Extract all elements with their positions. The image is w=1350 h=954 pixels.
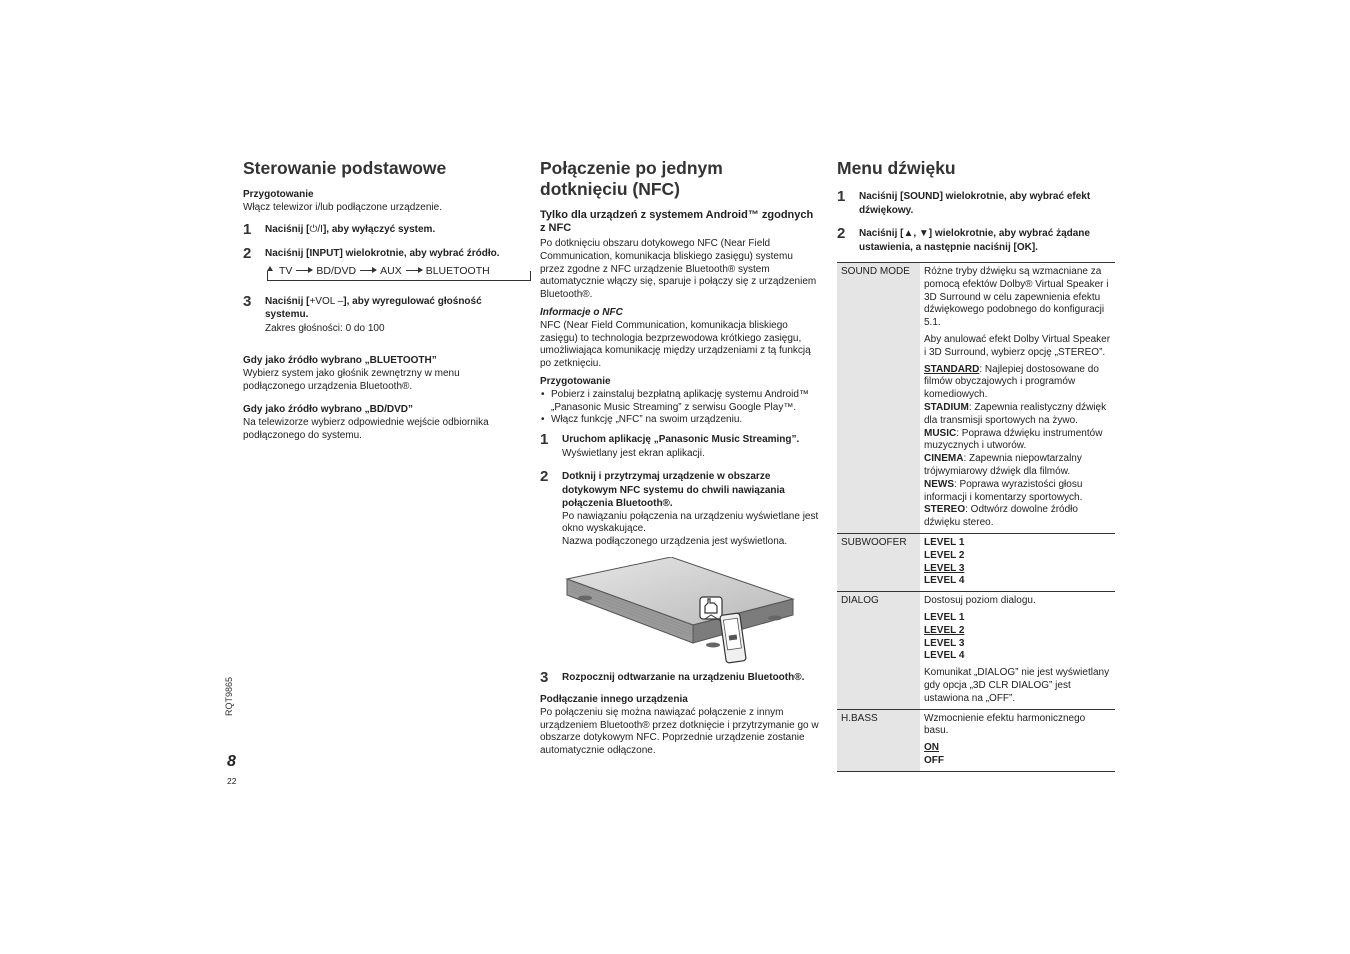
flow-item: AUX	[380, 264, 402, 277]
preparation-text: Włącz telewizor i/lub podłączone urządzenie.	[243, 201, 442, 213]
step-number: 2	[837, 225, 846, 242]
setting-description: Różne tryby dźwięku są wzmacniane za pomocą efektów Dolby® Virtual Speaker i 3D Surround w celu zapewnienia efektu dźwiękowego podobnego do konfiguracji 5.1.	[924, 266, 1109, 329]
power-icon: ⏻/I	[309, 223, 323, 235]
nfc-section	[540, 158, 820, 758]
step-text: Naciśnij [	[265, 223, 310, 235]
mode-label: NEWS	[924, 478, 954, 490]
other-device-text: Po połączeniu się można nawiązać połączenie z innym urządzeniem Bluetooth® przez dotknięcie i przytrzymanie go w obszarze dotykowym NFC. Poprzednie urządzenie zostanie automatycznie odłączone.	[540, 706, 819, 757]
step-number: 1	[243, 220, 252, 238]
step-1	[243, 220, 523, 238]
option-value: OFF	[924, 754, 944, 766]
option-value-default: LEVEL 2	[924, 624, 965, 636]
step-note: Wyświetlany jest ekran aplikacji.	[562, 447, 705, 459]
list-item: • Pobierz i zainstaluj bezpłatną aplikację systemu Android™ „Panasonic Music Streaming” z serwisu Google Play™.	[551, 389, 820, 415]
flow-item: TV	[279, 264, 293, 277]
bddvd-source-text: Na telewizorze wybierz odpowiednie wejście odbiornika podłączonego do systemu.	[243, 417, 489, 442]
mode-label: MUSIC	[924, 427, 957, 439]
step-number: 2	[540, 468, 549, 486]
preparation-heading: Przygotowanie	[243, 189, 314, 200]
other-device-heading: Podłączanie innego urządzenia	[540, 694, 688, 706]
arrow-up-icon	[267, 266, 273, 271]
arrow-right-icon	[360, 270, 376, 271]
setting-description: Komunikat „DIALOG” nie jest wyświetlany gdy opcja „3D CLR DIALOG” jest ustawiona na „OFF”.	[924, 667, 1110, 704]
step-number: 1	[837, 188, 846, 205]
step-3	[243, 292, 523, 336]
section-title: Sterowanie podstawowe	[243, 158, 447, 178]
option-value: LEVEL 4	[924, 575, 965, 587]
step-number: 2	[243, 244, 252, 262]
setting-name: H.BASS	[837, 709, 920, 771]
step-number: 3	[243, 292, 252, 310]
mode-label: STEREO	[924, 504, 966, 516]
step-text: Naciśnij [INPUT] wielokrotnie, aby wybrać źródło.	[265, 247, 500, 259]
step-note: Nazwa podłączonego urządzenia jest wyświetlona.	[562, 536, 788, 548]
table-row	[837, 709, 1115, 771]
option-value-default: LEVEL 3	[924, 562, 965, 574]
option-value: LEVEL 4	[924, 650, 965, 662]
volume-button-icon: +VOL –	[309, 295, 344, 307]
mode-stereo	[924, 504, 1111, 530]
table-row	[837, 263, 1115, 533]
table-row	[837, 592, 1115, 709]
setting-description: Dostosuj poziom dialogu.	[924, 595, 1036, 607]
option-value: LEVEL 2	[924, 549, 965, 561]
step-text: ], aby wyłączyć system.	[322, 223, 436, 235]
mode-music	[924, 428, 1111, 454]
step-1	[837, 190, 1115, 217]
mode-text: : Poprawa wyrazistości głosu informacji i komentarzy sportowych.	[924, 478, 1083, 503]
step-2	[540, 470, 820, 549]
title-line: Połączenie po jednym	[540, 158, 723, 178]
mode-stadium	[924, 402, 1111, 428]
basic-control-section	[243, 158, 523, 443]
step-text: Naciśnij [▲, ▼] wielokrotnie, aby wybrać żądane ustawienia, a następnie naciśnij [OK].	[859, 228, 1090, 253]
step-number: 3	[540, 669, 549, 687]
input-cycle-diagram	[265, 265, 523, 287]
mode-label: STADIUM	[924, 401, 969, 413]
mode-label: CINEMA	[924, 453, 964, 465]
step-text: Naciśnij [	[265, 295, 310, 307]
soundbar-illustration	[565, 557, 795, 667]
step-2	[243, 244, 523, 262]
option-value: LEVEL 1	[924, 536, 965, 548]
step-text: ], aby wyregulować głośność systemu.	[265, 295, 482, 321]
title-line: dotknięciu (NFC)	[540, 179, 680, 199]
mode-label: STANDARD	[924, 363, 980, 375]
mode-standard	[924, 364, 1111, 402]
list-item: • Włącz funkcję „NFC” na swoim urządzeniu.	[551, 414, 820, 427]
mode-text: : Zapewnia realistyczny dźwięk dla transmisji sportowych na żywo.	[924, 401, 1107, 426]
arrow-right-icon	[406, 270, 422, 271]
mode-cinema	[924, 453, 1111, 479]
volume-range-note: Zakres głośności: 0 do 100	[265, 322, 385, 334]
option-value-default: ON	[924, 742, 939, 754]
option-value: LEVEL 3	[924, 637, 965, 649]
mode-text: : Odtwórz dowolne źródło dźwięku stereo.	[924, 504, 1078, 529]
setting-name: SUBWOOFER	[837, 533, 920, 591]
intro-text: Po dotknięciu obszaru dotykowego NFC (Near Field Communication, komunikacja bliskiego zasięgu) systemu przez zgodne z NFC urządzenie Bluetooth® system automatycznie włączy się, sparuje i połączy się z urządzeniem Bluetooth®.	[540, 238, 817, 301]
mode-news	[924, 479, 1111, 505]
setting-description: Wzmocnienie efektu harmonicznego basu.	[924, 712, 1086, 737]
step-number: 1	[540, 431, 549, 449]
flow-item: BD/DVD	[316, 264, 357, 277]
sound-settings-table	[837, 263, 1115, 772]
preparation-heading: Przygotowanie	[540, 375, 611, 387]
step-2	[837, 227, 1115, 254]
step-3	[540, 671, 820, 685]
setting-name: DIALOG	[837, 592, 920, 709]
step-text: Dotknij i przytrzymaj urządzenie w obszarze dotykowym NFC systemu do chwili nawiązania połączenia Bluetooth®.	[562, 471, 785, 510]
setting-name: SOUND MODE	[837, 263, 920, 533]
nfc-info-heading: Informacje o NFC	[540, 306, 623, 318]
subtitle: Tylko dla urządzeń z systemem Android™ zgodnych z NFC	[540, 209, 814, 234]
setting-description: Aby anulować efekt Dolby Virtual Speaker i 3D Surround, wybierz opcję „STEREO”.	[924, 333, 1111, 358]
nfc-info-text: NFC (Near Field Communication, komunikacja bliskiego zasięgu) to technologia bezprzewodowa krótkiego zasięgu, umożliwiająca komunikację między urządzeniami z tą funkcją po zetknięciu.	[540, 319, 811, 370]
sound-menu-section	[837, 158, 1115, 772]
mode-text: : Poprawa dźwięku instrumentów muzycznych i utworów.	[924, 427, 1103, 452]
document-code: RQT9865	[224, 676, 234, 716]
preparation-list	[540, 389, 820, 427]
arrow-right-icon	[296, 270, 312, 271]
bluetooth-source-heading: Gdy jako źródło wybrano „BLUETOOTH”	[243, 355, 437, 367]
step-text: Uruchom aplikację „Panasonic Music Streaming”.	[562, 434, 800, 446]
section-title: Menu dźwięku	[837, 158, 956, 178]
step-note: Po nawiązaniu połączenia na urządzeniu wyświetlane jest okno wyskakujące.	[562, 510, 819, 535]
bddvd-source-heading: Gdy jako źródło wybrano „BD/DVD”	[243, 404, 414, 416]
bluetooth-source-text: Wybierz system jako głośnik zewnętrzny w menu podłączonego urządzenia Bluetooth®.	[243, 367, 460, 392]
step-text: Rozpocznij odtwarzanie na urządzeniu Bluetooth®.	[562, 672, 805, 684]
page-number-small: 22	[227, 776, 237, 786]
option-value: LEVEL 1	[924, 611, 965, 623]
section-title	[540, 158, 820, 200]
mode-text: : Zapewnia niepowtarzalny trójwymiarowy dźwięk dla filmów.	[924, 453, 1082, 477]
page-number: 8	[227, 753, 236, 770]
mode-text: : Najlepiej dostosowane do filmów obyczajowych i programów komediowych.	[924, 363, 1099, 401]
soundbar-nfc-image	[565, 557, 795, 667]
step-1	[540, 433, 820, 460]
flow-item: BLUETOOTH	[425, 264, 490, 277]
step-text: Naciśnij [SOUND] wielokrotnie, aby wybrać efekt dźwiękowy.	[859, 191, 1091, 216]
table-row	[837, 533, 1115, 591]
